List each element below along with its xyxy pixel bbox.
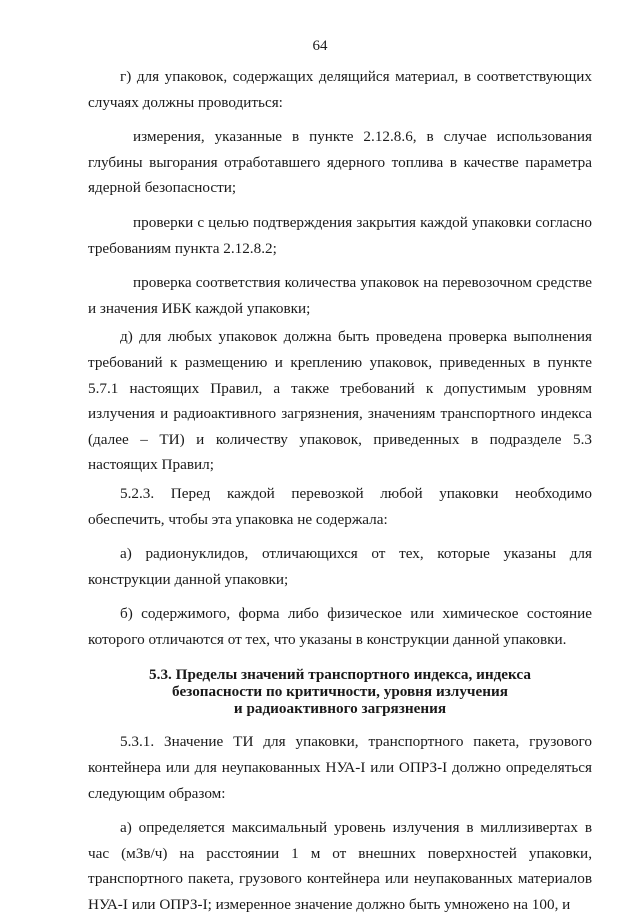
paragraph-a-radionuclides: а) радионуклидов, отличающихся от тех, которые указаны для конструкции данной упаковки; (88, 545, 592, 588)
paragraph-measurements: измерения, указанные в пункте 2.12.8.6, в случае использования глубины выгорания отработавшего ядерного топлива в качестве параметра ядерной безопасности; (88, 128, 592, 197)
page-number: 64 (312, 38, 328, 54)
paragraph-b-contents: б) содержимого, форма либо физическое или химическое состояние которого отличаются от тех, что указаны в конструкции данной упаковки. (88, 605, 592, 648)
paragraph-5-2-3: 5.2.3. Перед каждой перевозкой любой упаковки необходимо обеспечить, чтобы эта упаковка не содержала: (88, 484, 592, 528)
heading-line: и радиоактивного загрязнения (233, 700, 447, 718)
paragraph-quantity-check: проверка соответствия количества упаковок на перевозочном средстве и значения ИБК каждой упаковки; (88, 274, 592, 317)
paragraph-a-max-radiation: а) определяется максимальный уровень излучения в миллизивертах в час (мЗв/ч) на расстоянии 1 м от внешних поверхностей упаковки, транспортного пакета, грузового контейнера или неупакованных материалов НУА-I или ОПРЗ-I; измеренное значение должно быть умножено на 100, и (88, 819, 592, 914)
document-body (88, 64, 592, 918)
heading-line: безопасности по критичности, уровня излучения (172, 683, 508, 701)
paragraph-g-fissile: г) для упаковок, содержащих делящийся материал, в соответствующих случаях должны проводиться: (88, 68, 592, 111)
paragraph-d-any-packages: д) для любых упаковок должна быть проведена проверка выполнения требований к размещению и креплению упаковок, приведенных в пункте 5.7.1 настоящих Правил, а также требований к допустимым уровням излучения и радиоактивного загрязнения, значениям транспортного индекса (далее – ТИ) и количеству упаковок, приведенных в подразделе 5.3 настоящих Правил; (88, 328, 592, 474)
paragraph-closure-checks: проверки с целью подтверждения закрытия каждой упаковки согласно требованиям пункта 2.12.8.2; (88, 213, 592, 257)
section-heading-5-3 (88, 666, 592, 717)
paragraph-5-3-1: 5.3.1. Значение ТИ для упаковки, транспортного пакета, грузового контейнера или для неупакованных НУА-I или ОПРЗ-I должно определяться следующим образом: (88, 733, 592, 802)
heading-line: 5.3. Пределы значений транспортного индекса, индекса (149, 666, 531, 684)
